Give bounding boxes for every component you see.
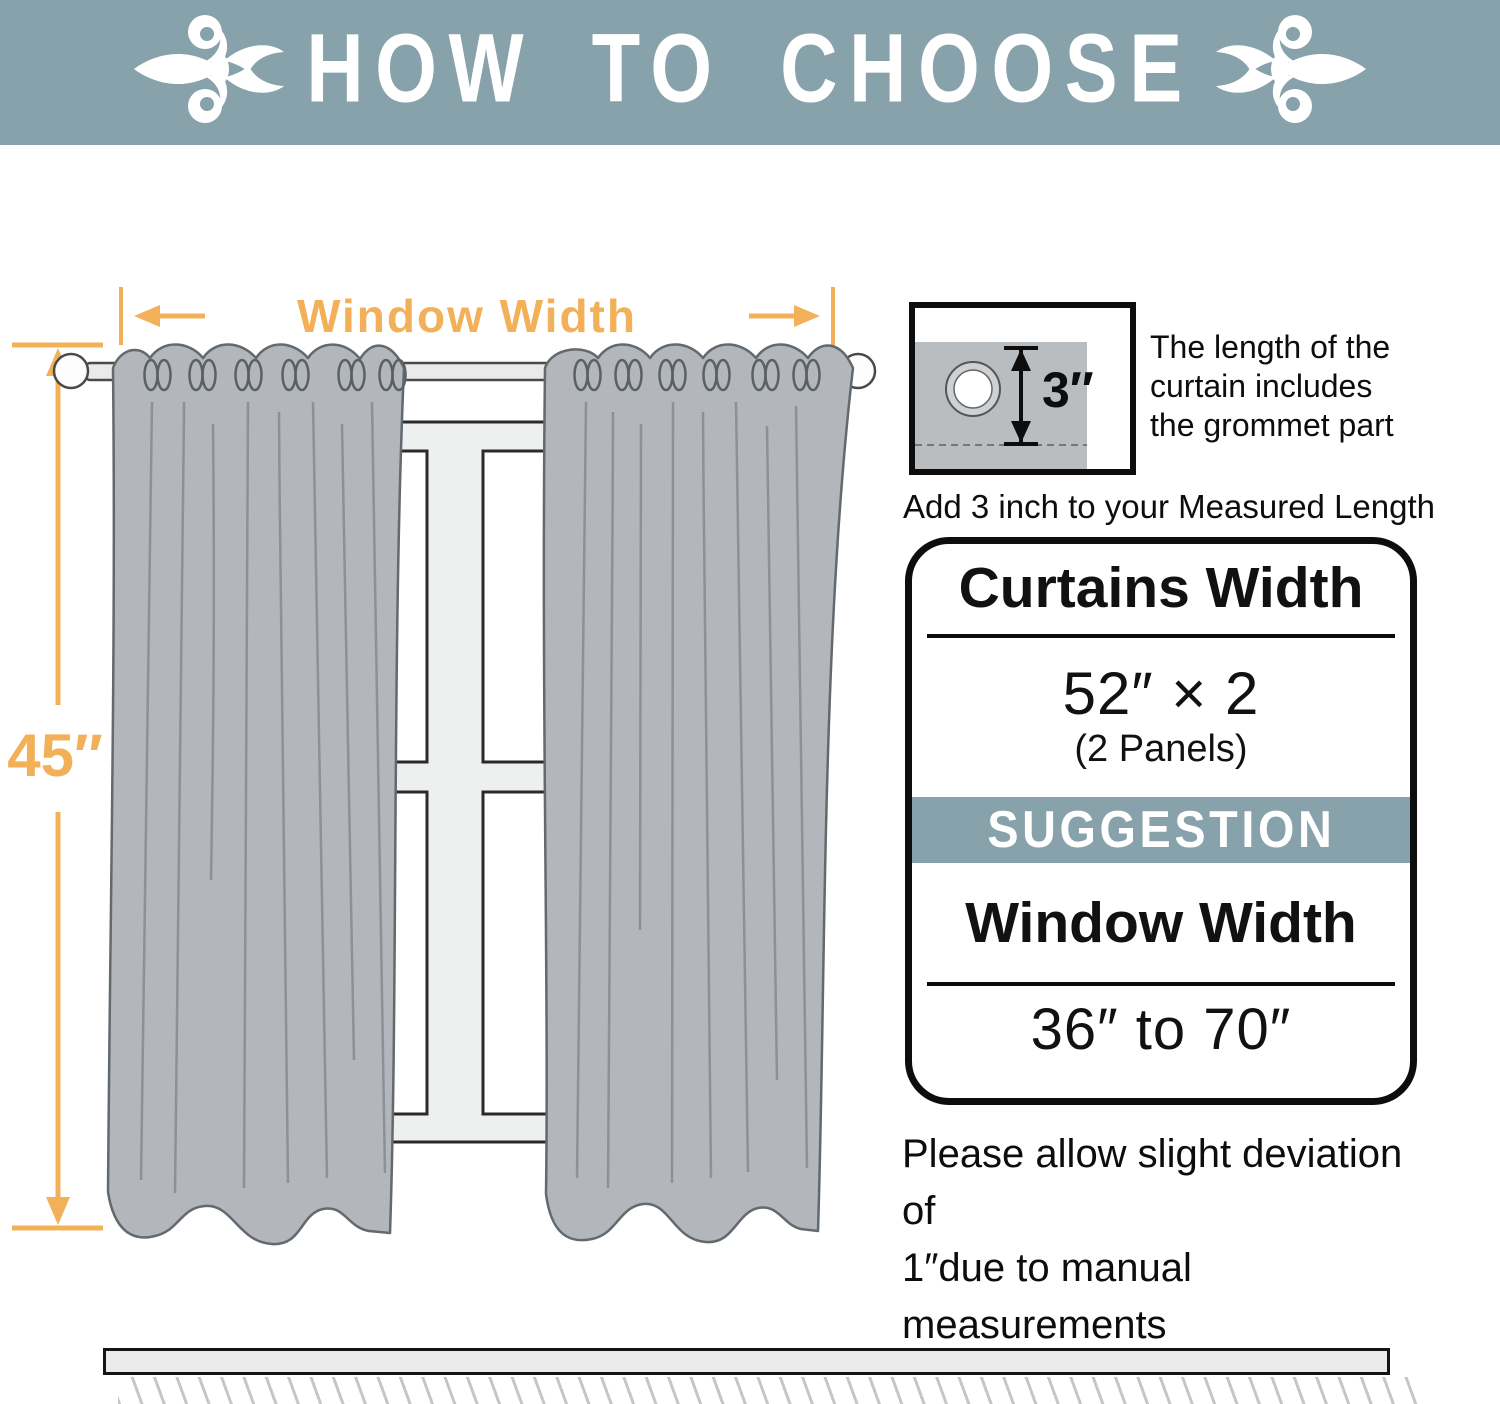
fleur-de-lis-icon	[1202, 8, 1372, 130]
divider	[927, 634, 1395, 638]
divider	[927, 982, 1395, 986]
fleur-de-lis-icon	[128, 8, 298, 130]
footnote-line: Please allow slight deviation of	[902, 1132, 1403, 1233]
curtain-length-label: 45″	[7, 722, 103, 789]
grommet-caption-line: The length of the	[1150, 329, 1391, 365]
fleur-curl-hole	[200, 97, 214, 111]
footnote-line: 1″due to manual measurements	[902, 1246, 1192, 1347]
grommet-caption	[1150, 328, 1430, 445]
curtain-panel-right	[544, 344, 853, 1242]
window-width-value: 36″ to 70″	[1030, 997, 1292, 1063]
fleur-curl-hole	[200, 27, 214, 41]
fleur-curl-hole	[1286, 97, 1300, 111]
panels-note: (2 Panels)	[1074, 727, 1248, 770]
arrow-right-head-icon	[794, 305, 820, 327]
arrow-down-head-icon	[46, 1197, 70, 1225]
header-banner	[0, 0, 1500, 145]
arrow-left-head-icon	[134, 305, 160, 327]
rod-finial-left	[54, 354, 88, 388]
curtains-width-title: Curtains Width	[958, 556, 1364, 620]
window-width-label: Window Width	[297, 290, 637, 342]
suggestion-band-label: SUGGESTION	[986, 800, 1336, 859]
suggestion-band	[912, 797, 1410, 863]
curtain-window-illustration	[0, 150, 900, 1404]
curtain-length-measure	[7, 345, 103, 1228]
window-width-measure	[121, 287, 833, 345]
fleur-curl-hole	[1286, 27, 1300, 41]
grommet-hole	[954, 370, 992, 408]
add-length-instruction: Add 3 inch to your Measured Length	[903, 488, 1436, 525]
curtains-width-value: 52″ × 2	[1062, 659, 1260, 727]
floor-hatching	[118, 1377, 1418, 1404]
grommet-height-label: 3″	[1042, 362, 1094, 418]
curtain-panel-left	[108, 344, 404, 1244]
grommet-caption-line: curtain includes	[1150, 368, 1373, 404]
deviation-footnote	[902, 1126, 1442, 1354]
size-suggestion-card	[905, 537, 1417, 1105]
window-width-title: Window Width	[965, 890, 1357, 955]
floor-sill	[103, 1348, 1390, 1375]
grommet-caption-line: the grommet part	[1150, 407, 1394, 443]
grommet-detail-diagram	[905, 295, 1145, 485]
page-title: HOW TO CHOOSE	[306, 13, 1194, 123]
